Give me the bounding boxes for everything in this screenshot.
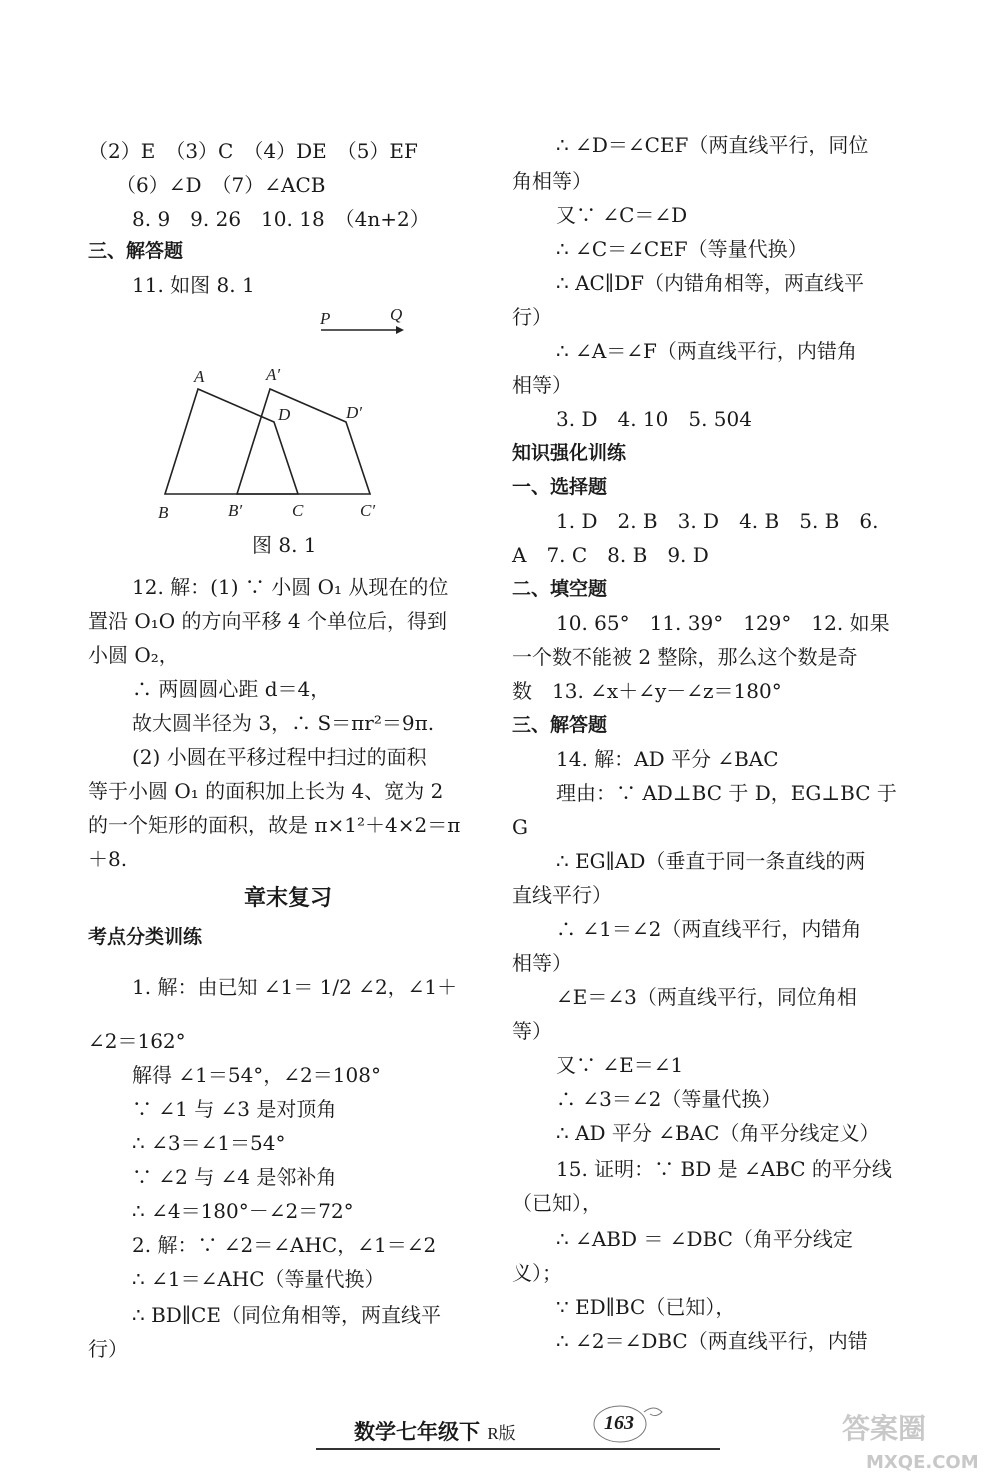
answer-line: 一个数不能被 2 整除，那么这个数是奇 <box>512 645 858 669</box>
answer-line: ∴ ∠A＝∠F（两直线平行，内错角 <box>556 339 857 363</box>
label-b-prime: B′ <box>228 501 243 520</box>
answer-line: 解得 ∠1＝54°，∠2＝108° <box>132 1063 381 1087</box>
answer-line: 义）； <box>512 1261 562 1285</box>
section-heading: 二、填空题 <box>512 578 608 600</box>
section-heading: 三、解答题 <box>88 240 184 262</box>
arrow-head-icon <box>396 326 404 334</box>
page-number: 163 <box>604 1412 634 1434</box>
section-heading: 三、解答题 <box>512 714 608 736</box>
edition-label: R版 <box>487 1424 516 1443</box>
answer-line: ∴ AC∥DF（内错角相等，两直线平 <box>556 271 864 295</box>
answer-line: ＋8. <box>88 847 128 871</box>
answer-line: ∵ ED∥BC（已知）， <box>556 1295 736 1319</box>
answer-line: ∴ EG∥AD（垂直于同一条直线的两 <box>556 849 866 873</box>
answer-line: 故大圆半径为 3，∴ S＝πr²＝9π. <box>132 711 435 735</box>
section-heading: 考点分类训练 <box>88 926 203 948</box>
answer-line: 8. 9 9. 26 10. 18 （4n+2） <box>132 207 430 231</box>
answer-line: 14. 解：AD 平分 ∠BAC <box>556 747 779 771</box>
answer-line: 10. 65° 11. 39° 129° 12. 如果 <box>556 611 890 635</box>
answer-line: 相等） <box>512 951 572 975</box>
answer-line: ∴ ∠3＝∠2（等量代换） <box>556 1087 782 1111</box>
answer-line: ∴ BD∥CE（同位角相等，两直线平 <box>132 1303 441 1327</box>
answer-line: ∴ AD 平分 ∠BAC（角平分线定义） <box>556 1121 880 1145</box>
answer-line: 又∵ ∠E＝∠1 <box>556 1053 684 1077</box>
answer-line: ∴ ∠4＝180°－∠2＝72° <box>132 1199 354 1223</box>
answer-line: 1. 解：由已知 ∠1＝ 1/2 ∠2，∠1＋ <box>132 975 458 999</box>
answer-line: ∴ ∠1＝∠AHC（等量代换） <box>132 1267 385 1291</box>
answer-line: 15. 证明：∵ BD 是 ∠ABC 的平分线 <box>556 1157 892 1181</box>
footer-book-title <box>354 1416 516 1446</box>
answer-line: 置沿 O₁O 的方向平移 4 个单位后，得到 <box>88 609 447 633</box>
label-a: A <box>194 367 205 386</box>
figure-8-1 <box>148 298 458 528</box>
answer-line: 数 13. ∠x＋∠y－∠z＝180° <box>512 679 782 703</box>
label-c-prime: C′ <box>360 501 376 520</box>
label-a-prime: A′ <box>266 365 281 384</box>
answer-line: 小圆 O₂， <box>88 643 179 667</box>
answer-line: （已知）， <box>512 1191 602 1215</box>
answer-line: （6）∠D （7）∠ACB <box>116 173 326 197</box>
answer-line: 等于小圆 O₁ 的面积加上长为 4、宽为 2 <box>88 779 444 803</box>
answer-line: 角相等） <box>512 169 592 193</box>
answer-line: ∴ ∠2＝∠DBC（两直线平行，内错 <box>556 1329 868 1353</box>
answer-line: 行） <box>88 1337 128 1361</box>
answer-line: 3. D 4. 10 5. 504 <box>556 407 752 431</box>
answer-line: ∴ ∠1＝∠2（两直线平行，内错角 <box>556 917 862 941</box>
answer-line: ∴ ∠3＝∠1＝54° <box>132 1131 286 1155</box>
answer-line: 直线平行） <box>512 883 612 907</box>
answer-line: ∠2＝162° <box>88 1029 186 1053</box>
answer-line: 的一个矩形的面积，故是 π×1²＋4×2＝π <box>88 813 461 837</box>
answer-line: 又∵ ∠C＝∠D <box>556 203 688 227</box>
answer-line: ∴ ∠ABD ＝ ∠DBC（角平分线定 <box>556 1227 853 1251</box>
answer-line: 理由：∵ AD⊥BC 于 D，EG⊥BC 于 <box>556 781 897 805</box>
book-title: 数学七年级下 <box>354 1420 480 1444</box>
watermark-logo <box>836 1408 996 1476</box>
section-heading: 一、选择题 <box>512 476 608 498</box>
answer-line: ∴ 两圆圆心距 d＝4， <box>132 677 331 701</box>
answer-line: 等） <box>512 1019 552 1043</box>
answer-line: ∵ ∠2 与 ∠4 是邻补角 <box>132 1165 337 1189</box>
section-heading: 知识强化训练 <box>512 442 627 464</box>
label-d-prime: D′ <box>346 403 362 422</box>
answer-line: G <box>512 815 528 839</box>
answer-line: 11. 如图 8. 1 <box>132 273 255 297</box>
figure-caption: 图 8. 1 <box>252 533 317 557</box>
answer-line: (2) 小圆在平移过程中扫过的面积 <box>132 745 427 769</box>
answer-line: （2）E （3）C （4）DE （5）EF <box>88 139 418 163</box>
answer-line: ∠E＝∠3（两直线平行，同位角相 <box>556 985 857 1009</box>
answer-line: 相等） <box>512 373 572 397</box>
answer-line: ∵ ∠1 与 ∠3 是对顶角 <box>132 1097 337 1121</box>
answer-line: ∴ ∠D＝∠CEF（两直线平行，同位 <box>556 133 869 157</box>
label-d: D <box>278 405 291 424</box>
answer-line: A 7. C 8. B 9. D <box>512 543 709 567</box>
answer-line: ∴ ∠C＝∠CEF（等量代换） <box>556 237 808 261</box>
label-q: Q <box>390 305 403 324</box>
label-c: C <box>292 501 304 520</box>
label-p: P <box>320 309 331 328</box>
footer-rule <box>316 1448 720 1450</box>
answer-line: 行） <box>512 305 552 329</box>
label-b: B <box>158 503 169 522</box>
chapter-title: 章末复习 <box>243 886 332 911</box>
answer-line: 2. 解：∵ ∠2＝∠AHC，∠1＝∠2 <box>132 1233 437 1257</box>
answer-line: 12. 解：(1) ∵ 小圆 O₁ 从现在的位 <box>132 575 449 599</box>
watermark-text: 答案圈 <box>842 1412 927 1445</box>
watermark-url: MXQE.COM <box>866 1452 979 1473</box>
answer-line: 1. D 2. B 3. D 4. B 5. B 6. <box>556 509 879 533</box>
